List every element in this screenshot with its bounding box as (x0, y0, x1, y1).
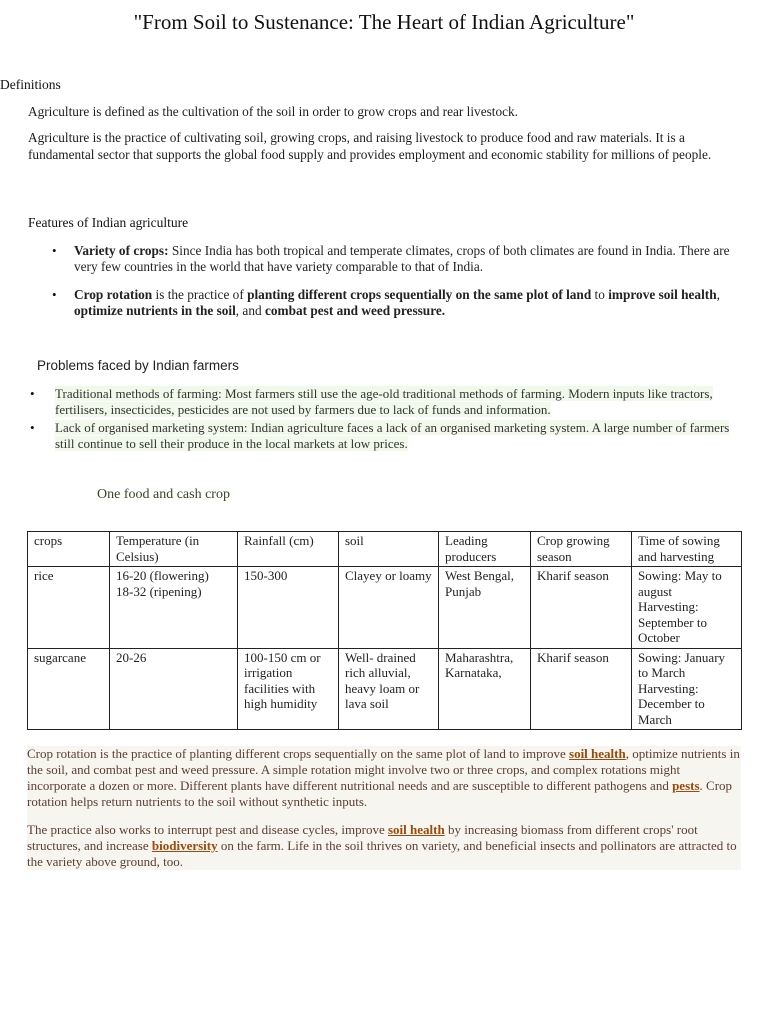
rotation-text: Crop rotation is the practice of planting different crops sequentially on the same plot of land to improve (27, 746, 570, 761)
feature-text: to (591, 287, 609, 302)
rotation-text: . Crop rotation helps return nutrients to the soil without synthetic inputs. (27, 778, 733, 809)
table-cell: Well- drained rich alluvial, heavy loam or lava soil (339, 648, 439, 730)
table-cell: West Bengal, Punjab (439, 567, 531, 649)
table-cell: 100-150 cm or irrigation facilities with high humidity (238, 648, 339, 730)
table-cell: rice (28, 567, 110, 649)
table-row (28, 648, 742, 730)
feature-text: Since India has both tropical and temperate climates, crops of both climates are found in India. There are very few countries in the world that have variety comparable to that of India. (74, 243, 730, 274)
crop-table (27, 531, 742, 730)
crop-section-heading: One food and cash crop (97, 487, 230, 502)
feature-bold-text: combat pest and weed pressure. (264, 303, 446, 318)
rotation-text: on the farm. Life in the soil thrives on variety, and beneficial insects and pollinators are attracted to the variety above ground, too. (27, 838, 737, 869)
feature-bold-label: Variety of crops: (74, 243, 169, 258)
feature-crop-rotation (52, 287, 742, 319)
rotation-text: by increasing biomass from different crops' root structures, and increase (27, 822, 698, 853)
table-cell: Sowing: May to august Harvesting: September to October (632, 567, 742, 649)
header-cell: Temperature (in Celsius) (110, 532, 238, 567)
problems-heading: Problems faced by Indian farmers (37, 358, 239, 373)
table-header-row (28, 532, 742, 567)
feature-variety-of-crops (52, 243, 742, 275)
biodiversity-link[interactable]: biodiversity (151, 838, 218, 853)
problem-item (30, 420, 740, 452)
features-heading: Features of Indian agriculture (28, 215, 189, 230)
table-cell: Kharif season (531, 567, 632, 649)
problem-text: Traditional methods of farming: Most farmers still use the age-old traditional methods of farming. Modern inputs like tractors, fertilisers, insecticides, pesticides are not used by farmers due to lack of funds and information. (55, 386, 713, 417)
table-cell: 20-26 (110, 648, 238, 730)
header-cell: soil (339, 532, 439, 567)
header-cell: Rainfall (cm) (238, 532, 339, 567)
problem-item (30, 386, 740, 418)
features-list (52, 243, 742, 331)
soil-health-link[interactable]: soil health (569, 746, 626, 761)
table-cell: Kharif season (531, 648, 632, 730)
feature-text: , and (235, 303, 265, 318)
header-cell: crops (28, 532, 110, 567)
page-title: "From Soil to Sustenance: The Heart of Indian Agriculture" (133, 10, 635, 34)
table-cell: 150-300 (238, 567, 339, 649)
feature-bold-label: Crop rotation (74, 287, 153, 302)
soil-health-link[interactable]: soil health (388, 822, 445, 837)
table-cell: Maharashtra, Karnataka, (439, 648, 531, 730)
feature-bold-text: improve soil health (608, 287, 717, 302)
header-cell: Leading producers (439, 532, 531, 567)
header-cell: Time of sowing and harvesting (632, 532, 742, 567)
feature-text: is the practice of (152, 287, 248, 302)
table-cell: Clayey or loamy (339, 567, 439, 649)
rotation-paragraph-2 (27, 822, 741, 870)
table-cell: 16-20 (flowering) 18-32 (ripening) (110, 567, 238, 649)
rotation-text: The practice also works to interrupt pest and disease cycles, improve (27, 822, 388, 837)
problem-text: Lack of organised marketing system: Indian agriculture faces a lack of an organised marketing system. A large number of farmers still continue to sell their produce in the local markets at low prices. (55, 420, 730, 451)
feature-bold-text: optimize nutrients in the soil (74, 303, 236, 318)
rotation-text: , optimize nutrients in the soil, and combat pest and weed pressure. A simple rotation might involve two or three crops, and complex rotations might incorporate a dozen or more. Different plants have different nutritional needs and are susceptible to different pathogens and (27, 746, 740, 793)
crop-rotation-section (27, 746, 741, 870)
table-cell: sugarcane (28, 648, 110, 730)
definition-paragraph-1: Agriculture is defined as the cultivation of the soil in order to grow crops and rear livestock. (28, 104, 518, 119)
pests-link[interactable]: pests (672, 778, 700, 793)
definition-paragraph-2: Agriculture is the practice of cultivating soil, growing crops, and raising livestock to produce food and raw materials. It is a fundamental sector that supports the global food supply and provides employment and economic stability for millions of people. (28, 130, 712, 162)
header-cell: Crop growing season (531, 532, 632, 567)
feature-bold-text: planting different crops sequentially on the same plot of land (247, 287, 592, 302)
rotation-paragraph-1 (27, 746, 741, 810)
table-row (28, 567, 742, 649)
problems-list (30, 386, 740, 454)
definitions-heading: Definitions (0, 77, 61, 92)
table-cell: Sowing: January to March Harvesting: December to March (632, 648, 742, 730)
feature-text: , (716, 287, 720, 302)
